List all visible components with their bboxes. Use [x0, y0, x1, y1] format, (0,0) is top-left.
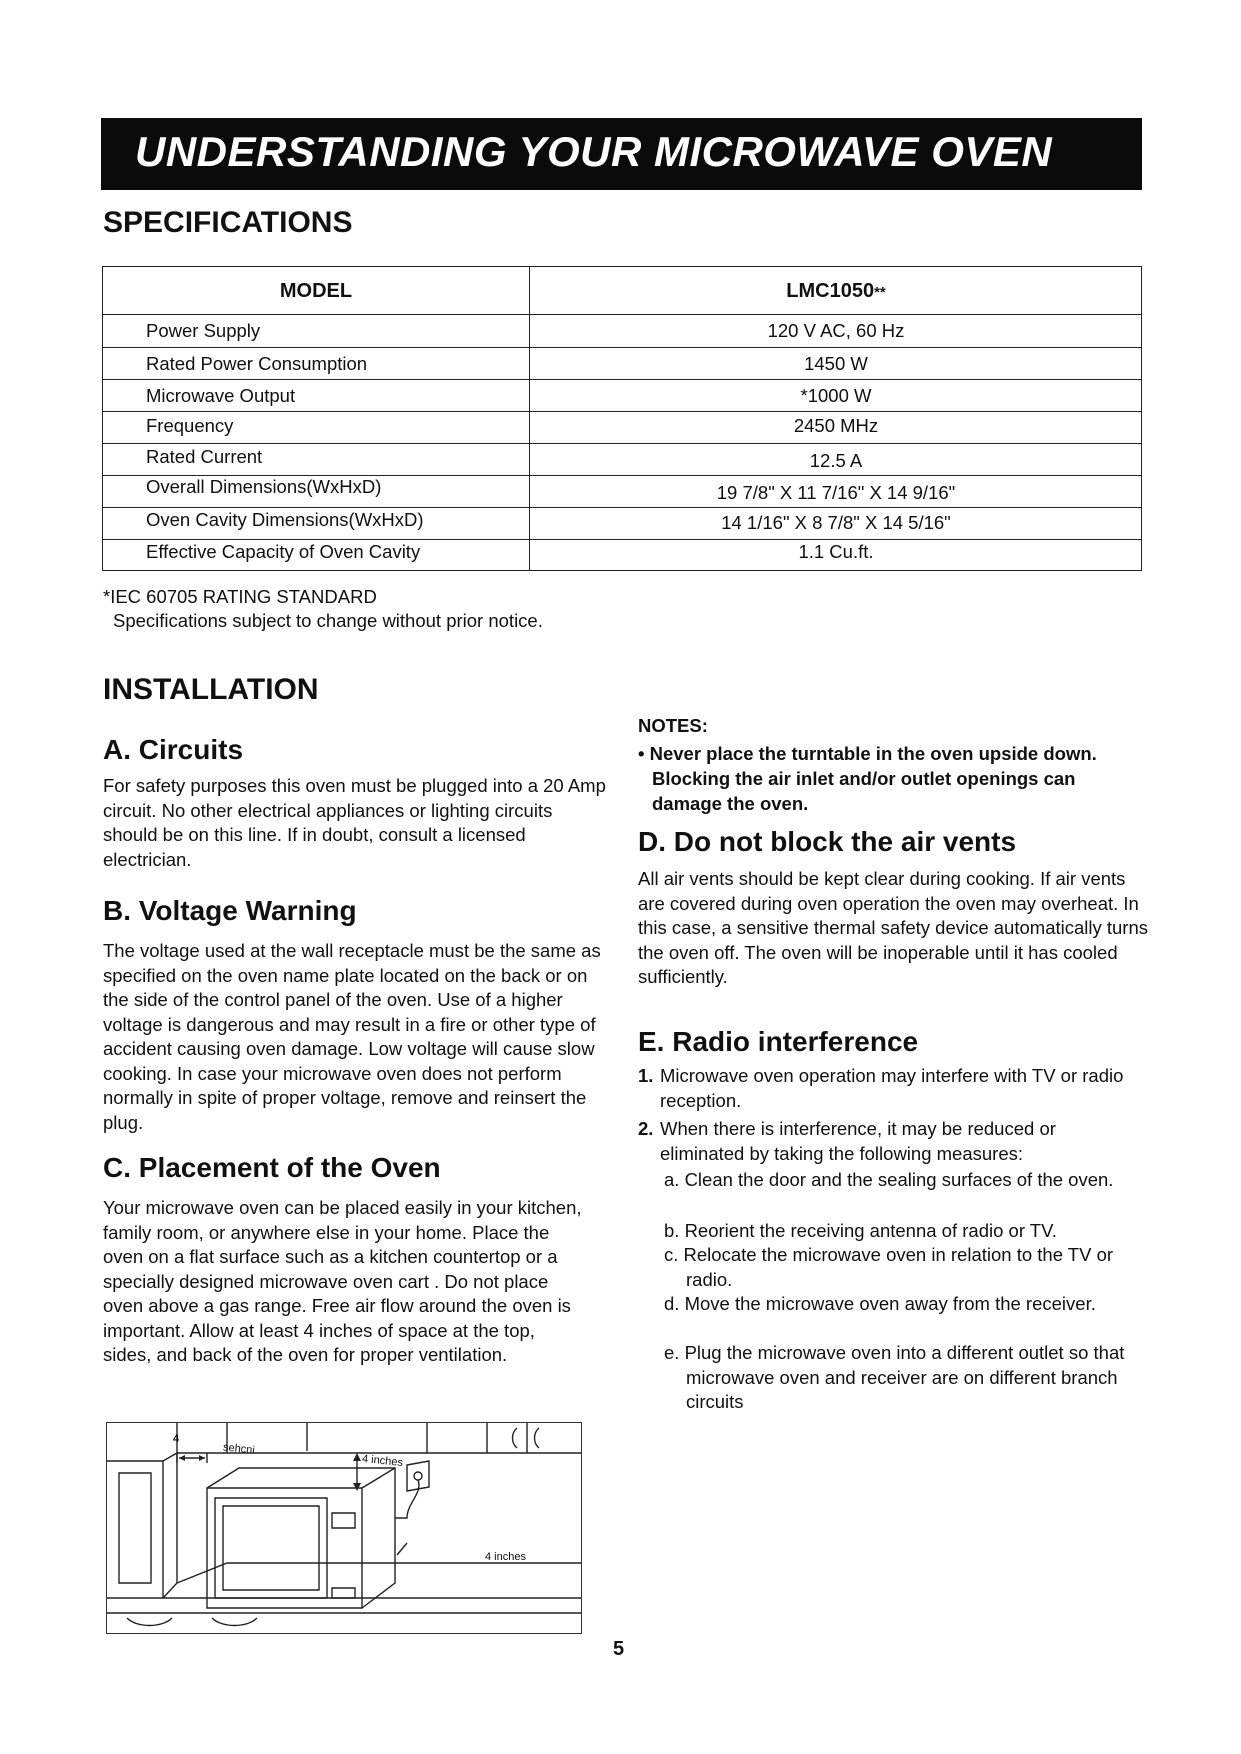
circuits-text	[103, 774, 608, 872]
model-header: MODEL	[279, 280, 353, 302]
table-row	[103, 508, 1141, 540]
banner-title: UNDERSTANDING YOUR MICROWAVE OVEN	[135, 128, 1053, 175]
measure-c: c. Relocate the microwave oven in relation to the TV or radio.	[664, 1244, 1114, 1290]
oven-placement-drawing	[107, 1423, 582, 1634]
measure-d: d. Move the microwave oven away from the receiver.	[664, 1293, 1096, 1314]
radio-item-1	[638, 1064, 1128, 1113]
notes-bullet: • Never place the turntable in the oven upside down. Blocking the air inlet and/or outlet openings can damage the oven.	[638, 743, 1097, 814]
rating-footnote: *IEC 60705 RATING STANDARD	[103, 586, 377, 607]
item-number: 2.	[638, 1118, 654, 1139]
measure-a: a. Clean the door and the sealing surfaces of the oven.	[664, 1169, 1114, 1190]
circuits-paragraph: For safety purposes this oven must be plugged into a 20 Amp circuit. No other electrical appliances or lighting circuits should be on this line. If in doubt, consult a licensed electrician.	[103, 775, 606, 870]
table-header	[103, 267, 1141, 315]
model-suffix: **	[874, 284, 886, 301]
notes-heading: NOTES:	[638, 715, 708, 736]
circuits-heading: A. Circuits	[103, 734, 244, 765]
spec-label: Microwave Output	[146, 385, 296, 406]
spec-label: Overall Dimensions(WxHxD)	[146, 476, 382, 497]
back-gap-label: 4 inches	[485, 1551, 526, 1563]
model-number-header	[531, 280, 1141, 303]
table-row	[103, 348, 1141, 380]
side-gap-word: sehcni	[222, 1441, 256, 1457]
spec-value: 1.1 Cu.ft.	[798, 541, 874, 562]
model-number: LMC1050	[786, 280, 875, 302]
spec-label: Power Supply	[146, 320, 261, 341]
spec-value: 120 V AC, 60 Hz	[767, 320, 905, 341]
voltage-heading: B. Voltage Warning	[103, 895, 357, 926]
change-notice: Specifications subject to change without prior notice.	[113, 610, 543, 631]
placement-text	[103, 1196, 583, 1368]
title-banner	[101, 118, 1142, 190]
placement-heading: C. Placement of the Oven	[103, 1152, 441, 1183]
spec-label: Rated Current	[146, 446, 263, 467]
table-row	[103, 380, 1141, 412]
spec-value: 19 7/8" X 11 7/16" X 14 9/16"	[716, 482, 956, 503]
table-row	[103, 314, 1141, 348]
specifications-heading: SPECIFICATIONS	[103, 206, 353, 239]
spec-value: *1000 W	[800, 385, 872, 406]
table-row	[103, 444, 1141, 476]
spec-label: Rated Power Consumption	[146, 353, 368, 374]
oven-placement-illustration	[106, 1422, 582, 1634]
measure-e: e. Plug the microwave oven into a different outlet so that microwave oven and receiver are on different branch circuits	[664, 1342, 1125, 1412]
air-vents-paragraph: All air vents should be kept clear during cooking. If air vents are covered during oven operation the oven may overheat. In this case, a sensitive thermal safety device automatically turns the oven off. The oven will be inoperable until it has cooled sufficiently.	[638, 868, 1149, 987]
spec-label: Frequency	[146, 415, 234, 436]
air-vents-text	[638, 867, 1148, 990]
placement-paragraph: Your microwave oven can be placed easily in your kitchen, family room, or anywhere else in your home. Place the oven on a flat surface such as a kitchen countertop or a specially designed microwave oven cart . Do not place oven above a gas range. Free air flow around the oven is important. Allow at least 4 inches of space at the top, sides, and back of the oven for proper ventilation.	[103, 1197, 582, 1365]
measure-b: b. Reorient the receiving antenna of radio or TV.	[664, 1220, 1057, 1241]
side-gap-number: 4	[173, 1433, 180, 1445]
item-number: 1.	[638, 1065, 654, 1086]
spec-value: 12.5 A	[809, 450, 863, 471]
voltage-paragraph: The voltage used at the wall receptacle must be the same as specified on the oven name plate located on the back or on the side of the control panel of the oven. Use of a higher voltage is dangerous and may result in a fire or other type of accident causing oven damage. Low voltage will cause slow cooking. In case your microwave oven does not perform normally in spite of proper voltage, remove and reinsert the plug.	[103, 940, 601, 1133]
spec-value: 1450 W	[804, 353, 868, 374]
item-text: When there is interference, it may be reduced or eliminated by taking the following measures:	[660, 1118, 1056, 1164]
specifications-table	[102, 266, 1142, 571]
air-vents-heading: D. Do not block the air vents	[638, 826, 1017, 857]
spec-label: Effective Capacity of Oven Cavity	[146, 541, 421, 562]
installation-heading: INSTALLATION	[103, 673, 319, 706]
voltage-text	[103, 939, 615, 1135]
radio-item-2	[638, 1117, 1128, 1166]
table-row	[103, 412, 1141, 444]
page-number: 5	[613, 1638, 625, 1660]
table-row	[103, 476, 1141, 508]
table-row	[103, 540, 1141, 570]
top-gap-label: 4 inches	[361, 1452, 404, 1470]
item-text: Microwave oven operation may interfere with TV or radio reception.	[660, 1065, 1124, 1111]
spec-value: 14 1/16" X 8 7/8" X 14 5/16"	[721, 512, 951, 533]
spec-label: Oven Cavity Dimensions(WxHxD)	[146, 509, 424, 530]
spec-value: 2450 MHz	[793, 415, 879, 436]
radio-heading: E. Radio interference	[638, 1026, 919, 1057]
